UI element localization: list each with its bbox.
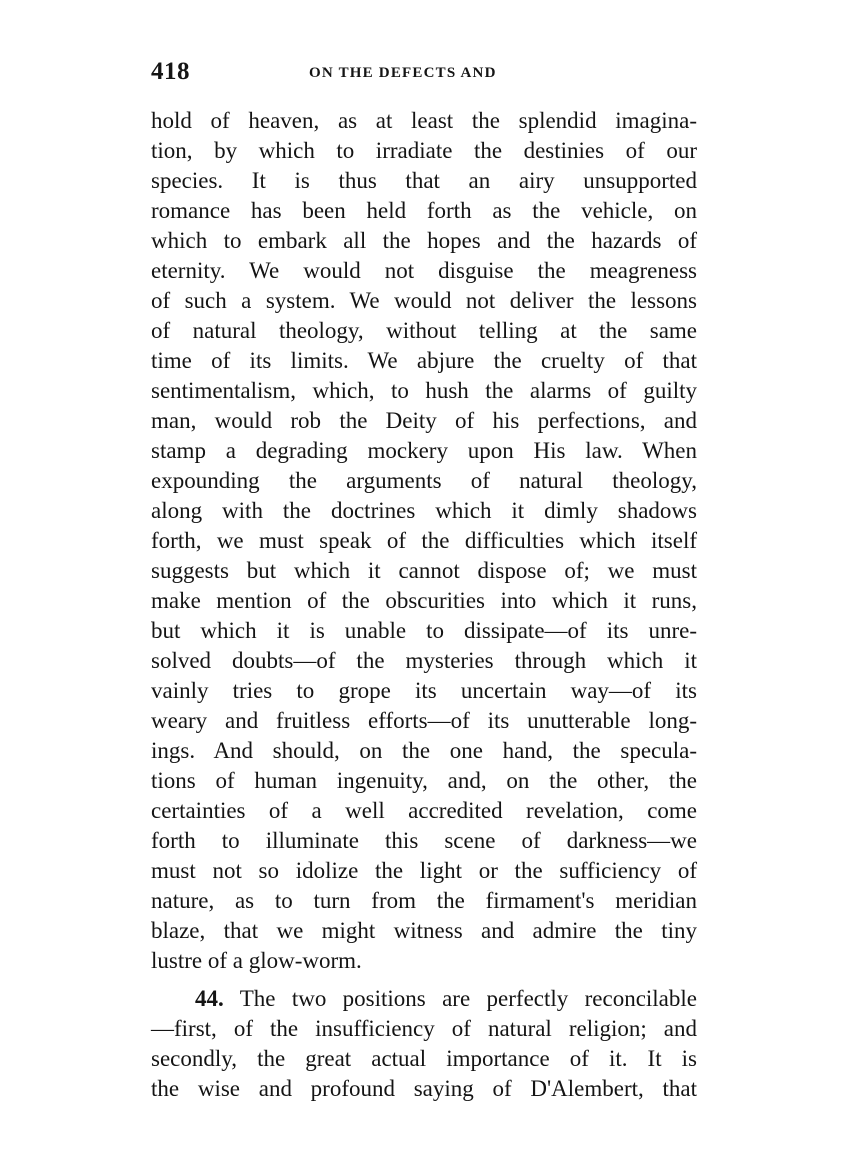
text-line: nature, as to turn from the firmament's meridian bbox=[151, 888, 697, 913]
text-line: vainly tries to grope its uncertain way—of its bbox=[151, 678, 697, 703]
text-line: eternity. We would not disguise the meagreness bbox=[151, 258, 697, 283]
text-line: along with the doctrines which it dimly shadows bbox=[151, 498, 697, 523]
page-number: 418 bbox=[151, 58, 190, 85]
text-line: sentimentalism, which, to hush the alarms of guilty bbox=[151, 378, 697, 403]
text-line: ings. And should, on the one hand, the specula- bbox=[151, 738, 697, 763]
text-line: expounding the arguments of natural theology, bbox=[151, 468, 697, 493]
text-line: tions of human ingenuity, and, on the other, the bbox=[151, 768, 697, 793]
text-line: solved doubts—of the mysteries through which it bbox=[151, 648, 697, 673]
text-line: the wise and profound saying of D'Alembert, that bbox=[151, 1076, 697, 1101]
text-line: secondly, the great actual importance of it. It is bbox=[151, 1046, 697, 1071]
text-line: hold of heaven, as at least the splendid imagina- bbox=[151, 108, 697, 133]
text-line: which to embark all the hopes and the hazards of bbox=[151, 228, 697, 253]
text-line: species. It is thus that an airy unsupported bbox=[151, 168, 697, 193]
text-line: forth, we must speak of the difficulties which itself bbox=[151, 528, 697, 553]
paragraph-spacer bbox=[151, 976, 697, 984]
text-line: of natural theology, without telling at the same bbox=[151, 318, 697, 343]
text-line: stamp a degrading mockery upon His law. When bbox=[151, 438, 697, 463]
text-line: of such a system. We would not deliver the lessons bbox=[151, 288, 697, 313]
body-text bbox=[151, 106, 697, 1104]
text-line: weary and fruitless efforts—of its unutterable long- bbox=[151, 708, 697, 733]
text-line: must not so idolize the light or the sufficiency of bbox=[151, 858, 697, 883]
paragraph-1 bbox=[151, 106, 697, 976]
text-line: certainties of a well accredited revelation, come bbox=[151, 798, 697, 823]
paragraph-number: 44. bbox=[195, 986, 224, 1011]
text-line bbox=[151, 984, 697, 1014]
text-line: tion, by which to irradiate the destinies of our bbox=[151, 138, 697, 163]
text-line: romance has been held forth as the vehicle, on bbox=[151, 198, 697, 223]
text-line: but which it is unable to dissipate—of its unre- bbox=[151, 618, 697, 643]
text-line: time of its limits. We abjure the cruelty of that bbox=[151, 348, 697, 373]
text-line: suggests but which it cannot dispose of; we must bbox=[151, 558, 697, 583]
text-line: lustre of a glow-worm. bbox=[151, 948, 362, 973]
paragraph-first-line: The two positions are perfectly reconcilable bbox=[239, 986, 697, 1011]
paragraph-2 bbox=[151, 984, 697, 1104]
text-line: man, would rob the Deity of his perfections, and bbox=[151, 408, 697, 433]
text-line: forth to illuminate this scene of darkness—we bbox=[151, 828, 697, 853]
text-line: blaze, that we might witness and admire the tiny bbox=[151, 918, 697, 943]
text-line: —first, of the insufficiency of natural religion; and bbox=[151, 1016, 697, 1041]
text-line: make mention of the obscurities into which it runs, bbox=[151, 588, 697, 613]
running-title: ON THE DEFECTS AND bbox=[309, 65, 497, 81]
running-head bbox=[151, 58, 697, 94]
